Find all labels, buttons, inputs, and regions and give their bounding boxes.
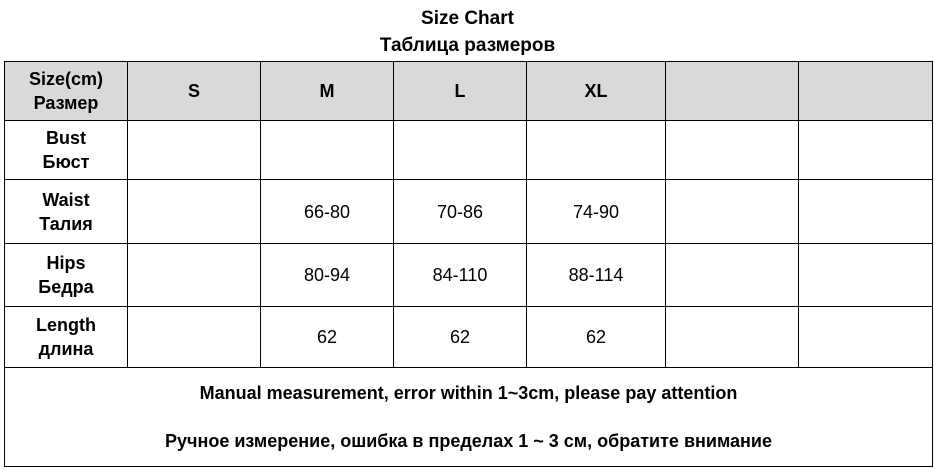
row-label-cell [5,121,128,180]
value-cell [666,244,799,307]
table-row-hips [5,244,933,307]
row-label-en: Length [36,315,96,335]
value-cell [128,244,261,307]
header-size-cell: XL [527,62,666,121]
row-label-ru: длина [38,339,94,359]
value-cell: 66-80 [261,180,394,244]
header-size-label-cell [5,62,128,121]
header-label-ru: Размер [33,93,99,113]
value-cell [527,121,666,180]
value-cell: 62 [261,307,394,368]
table-row-waist [5,180,933,244]
note-english: Manual measurement, error within 1~3cm, please pay attention [199,383,738,403]
value-cell [394,121,527,180]
row-label-cell [5,307,128,368]
note-cell [5,368,933,467]
size-table [4,61,933,467]
value-cell [666,180,799,244]
table-row-length [5,307,933,368]
value-cell: 70-86 [394,180,527,244]
value-cell [799,307,933,368]
header-size-cell [799,62,933,121]
value-cell [261,121,394,180]
value-cell: 80-94 [261,244,394,307]
value-cell: 74-90 [527,180,666,244]
value-cell [799,244,933,307]
row-label-ru: Бедра [38,277,94,297]
row-label-ru: Талия [39,213,93,234]
value-cell: 88-114 [527,244,666,307]
header-row [5,62,933,121]
row-label-cell [5,180,128,244]
title-english: Size Chart [421,8,514,29]
table-row-bust [5,121,933,180]
header-size-cell: M [261,62,394,121]
header-size-cell [666,62,799,121]
value-cell [128,121,261,180]
row-label-en: Bust [46,128,86,148]
value-cell: 62 [527,307,666,368]
header-label-en: Size(cm) [28,69,104,89]
title-russian: Таблица размеров [379,35,556,56]
value-cell: 62 [394,307,527,368]
header-size-cell: L [394,62,527,121]
header-size-cell: S [128,62,261,121]
note-russian: Ручное измерение, ошибка в пределах 1 ~ 3 см, обратите внимание [165,431,772,451]
value-cell [128,307,261,368]
row-label-en: Hips [46,253,86,273]
value-cell [128,180,261,244]
value-cell [799,180,933,244]
value-cell [666,121,799,180]
value-cell [666,307,799,368]
value-cell [799,121,933,180]
note-row [5,368,933,467]
value-cell: 84-110 [394,244,527,307]
row-label-en: Waist [42,189,90,210]
row-label-ru: Бюст [42,152,90,172]
chart-titles [0,0,935,60]
row-label-cell [5,244,128,307]
